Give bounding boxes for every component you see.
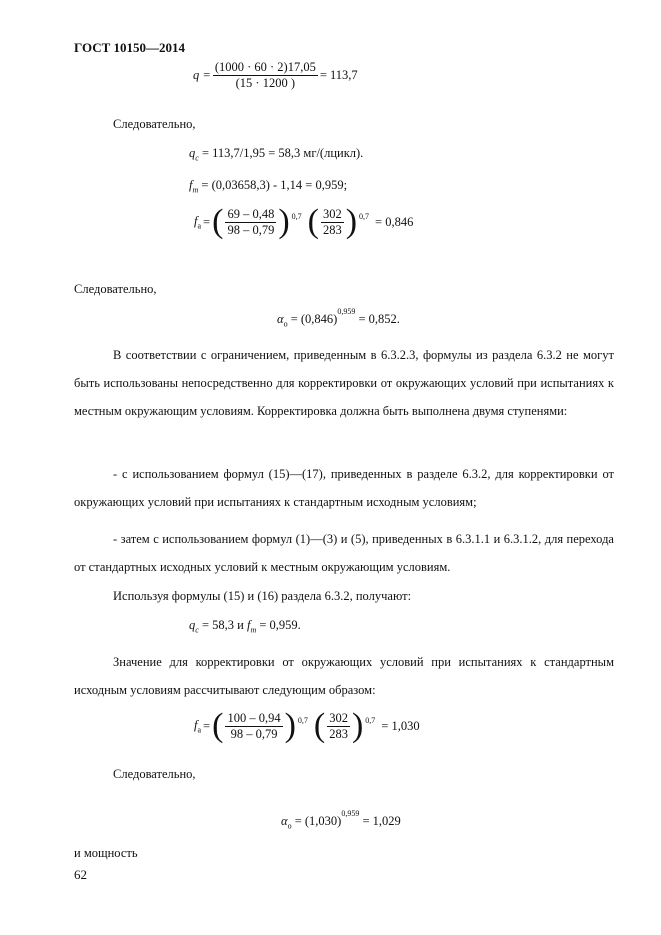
eq-q-lhs: q =	[193, 68, 211, 82]
eq-q-numerator-tail: 17,05	[287, 60, 316, 74]
eq-alpha1-lhs-sub: о	[283, 319, 288, 329]
eq-alpha2-lhs: α	[281, 814, 288, 828]
eq-fa1-fraction-1	[225, 207, 276, 238]
eq-alpha2-mid: = (1,030)	[294, 814, 342, 828]
text-sledovatelno-3: Следовательно,	[113, 767, 196, 781]
eq-fm-symbol: f	[189, 178, 193, 192]
eq-qcfm-qc-symbol: q	[189, 618, 196, 632]
eq-fa2-f1-den: 98 – 0,79	[230, 726, 278, 741]
eq-fa2-eq: =	[203, 718, 211, 733]
text-sledovatelno-2: Следовательно,	[74, 282, 157, 296]
page-number: 62	[74, 867, 87, 882]
eq-fa1-exp1: 0,7	[291, 211, 302, 221]
eq-qc-body: = 113,7/1,95 = 58,3 мг/(лцикл).	[201, 146, 364, 160]
eq-fa1-f1-num: 69 – 0,48	[227, 206, 275, 221]
equation-fa-1: $f_a$ = ( $\frac{69 - 0,48}{98 - 0,79}$ ) 0,7 ( $\frac{302}{283}$ ) 0,7 = 0,846	[194, 203, 414, 240]
equation-q	[193, 60, 358, 91]
paragraph-correction-value: Значение для корректировки от окружающих условий при испытаниях к стандартным исходным условиям рассчитывают следующим образом:	[74, 655, 614, 697]
eq-fa2-f2-num: 302	[329, 710, 348, 725]
eq-fa2-fraction-2	[327, 711, 350, 742]
eq-qcfm-qc-subscript: c	[195, 625, 199, 635]
paragraph-step-1: - с использованием формул (15)—(17), приведенных в разделе 6.3.2, для корректировки от окружающих условий при испытаниях к стандартным исходным условиям;	[74, 467, 614, 509]
equation-alpha-1	[277, 307, 400, 329]
text-and-power: и мощность	[74, 846, 138, 860]
eq-q-rhs: = 113,7	[319, 68, 358, 82]
text-sledovatelno-1: Следовательно,	[113, 117, 196, 131]
eq-fa2-exp1: 0,7	[297, 715, 308, 725]
eq-alpha2-exp: 0,959	[341, 809, 360, 818]
equation-alpha-2	[281, 809, 401, 831]
eq-fm-body: = (0,03658,3) - 1,14 = 0,959;	[201, 178, 348, 192]
eq-fa1-f2-den: 283	[322, 222, 342, 237]
eq-qcfm-qc-value: = 58,3	[201, 618, 234, 632]
eq-fa2-f2-den: 283	[329, 726, 348, 741]
eq-fa1-lhs-sub: a	[197, 221, 202, 231]
eq-alpha1-lhs: α	[277, 312, 284, 326]
eq-alpha2-rhs: = 1,029	[362, 814, 401, 828]
document-header: ГОСТ 10150—2014	[74, 40, 186, 55]
eq-fa1-fraction-2	[321, 207, 344, 238]
eq-fa1-eq: =	[203, 214, 211, 229]
eq-qcfm-fm-subscript: m	[250, 625, 257, 635]
eq-fa1-rhs: = 0,846	[375, 214, 414, 229]
eq-fa2-fraction-1	[225, 711, 282, 742]
eq-fa1-exp2: 0,7	[359, 211, 370, 221]
eq-fa2-lhs-sub: a	[197, 725, 202, 735]
eq-fa1-f1-den: 98 – 0,79	[227, 222, 275, 237]
paragraph-step-2: - затем с использованием формул (1)—(3) и (5), приведенных в 6.3.1.1 и 6.3.1.2, для перехода от стандартных исходных условий к местным окружающим условиям.	[74, 532, 614, 574]
eq-fa2-rhs: = 1,030	[381, 718, 420, 733]
eq-fa1-f2-num: 302	[322, 206, 342, 221]
eq-q-denominator: (15 · 1200 )	[235, 76, 296, 90]
eq-alpha2-lhs-sub: о	[287, 821, 292, 831]
eq-q-numerator: (1000 · 60 · 2)	[214, 60, 288, 74]
eq-alpha1-mid: = (0,846)	[290, 312, 338, 326]
equation-fa-2: $f_a$ = ( $\frac{100 - 0,94}{98 - 0,79}$ ) 0,7 ( $\frac{302}{283}$ ) 0,7 = 1,030	[194, 707, 420, 744]
eq-fa2-exp2: 0,7	[365, 715, 376, 725]
eq-alpha1-exp: 0,959	[337, 307, 356, 316]
eq-fa1-lhs: f	[194, 213, 198, 228]
paragraph-using-formulas: Используя формулы (15) и (16) раздела 6.3.2, получают:	[113, 589, 412, 603]
equation-fm	[189, 178, 347, 195]
eq-qcfm-fm-value: = 0,959.	[259, 618, 301, 632]
paragraph-correction-limit: В соответствии с ограничением, приведенным в 6.3.2.3, формулы из раздела 6.3.2 не могут быть использованы непосредственно для корректировки от окружающих условий при испытаниях к местным окружающим условиям. Корректировка должна быть выполнена двумя ступенями:	[74, 348, 614, 418]
eq-fm-subscript: m	[192, 185, 199, 195]
eq-qc-subscript: c	[195, 153, 199, 163]
eq-fa2-f1-num: 100 – 0,94	[227, 710, 281, 725]
equation-qc-fm	[189, 618, 301, 635]
eq-qc-symbol: q	[189, 146, 196, 160]
eq-q-fraction	[213, 60, 318, 91]
eq-qcfm-and: и	[237, 618, 244, 632]
eq-qcfm-fm-symbol: f	[246, 618, 251, 632]
equation-qc	[189, 146, 363, 163]
eq-alpha1-rhs: = 0,852.	[358, 312, 400, 326]
eq-fa2-lhs: f	[194, 717, 198, 732]
